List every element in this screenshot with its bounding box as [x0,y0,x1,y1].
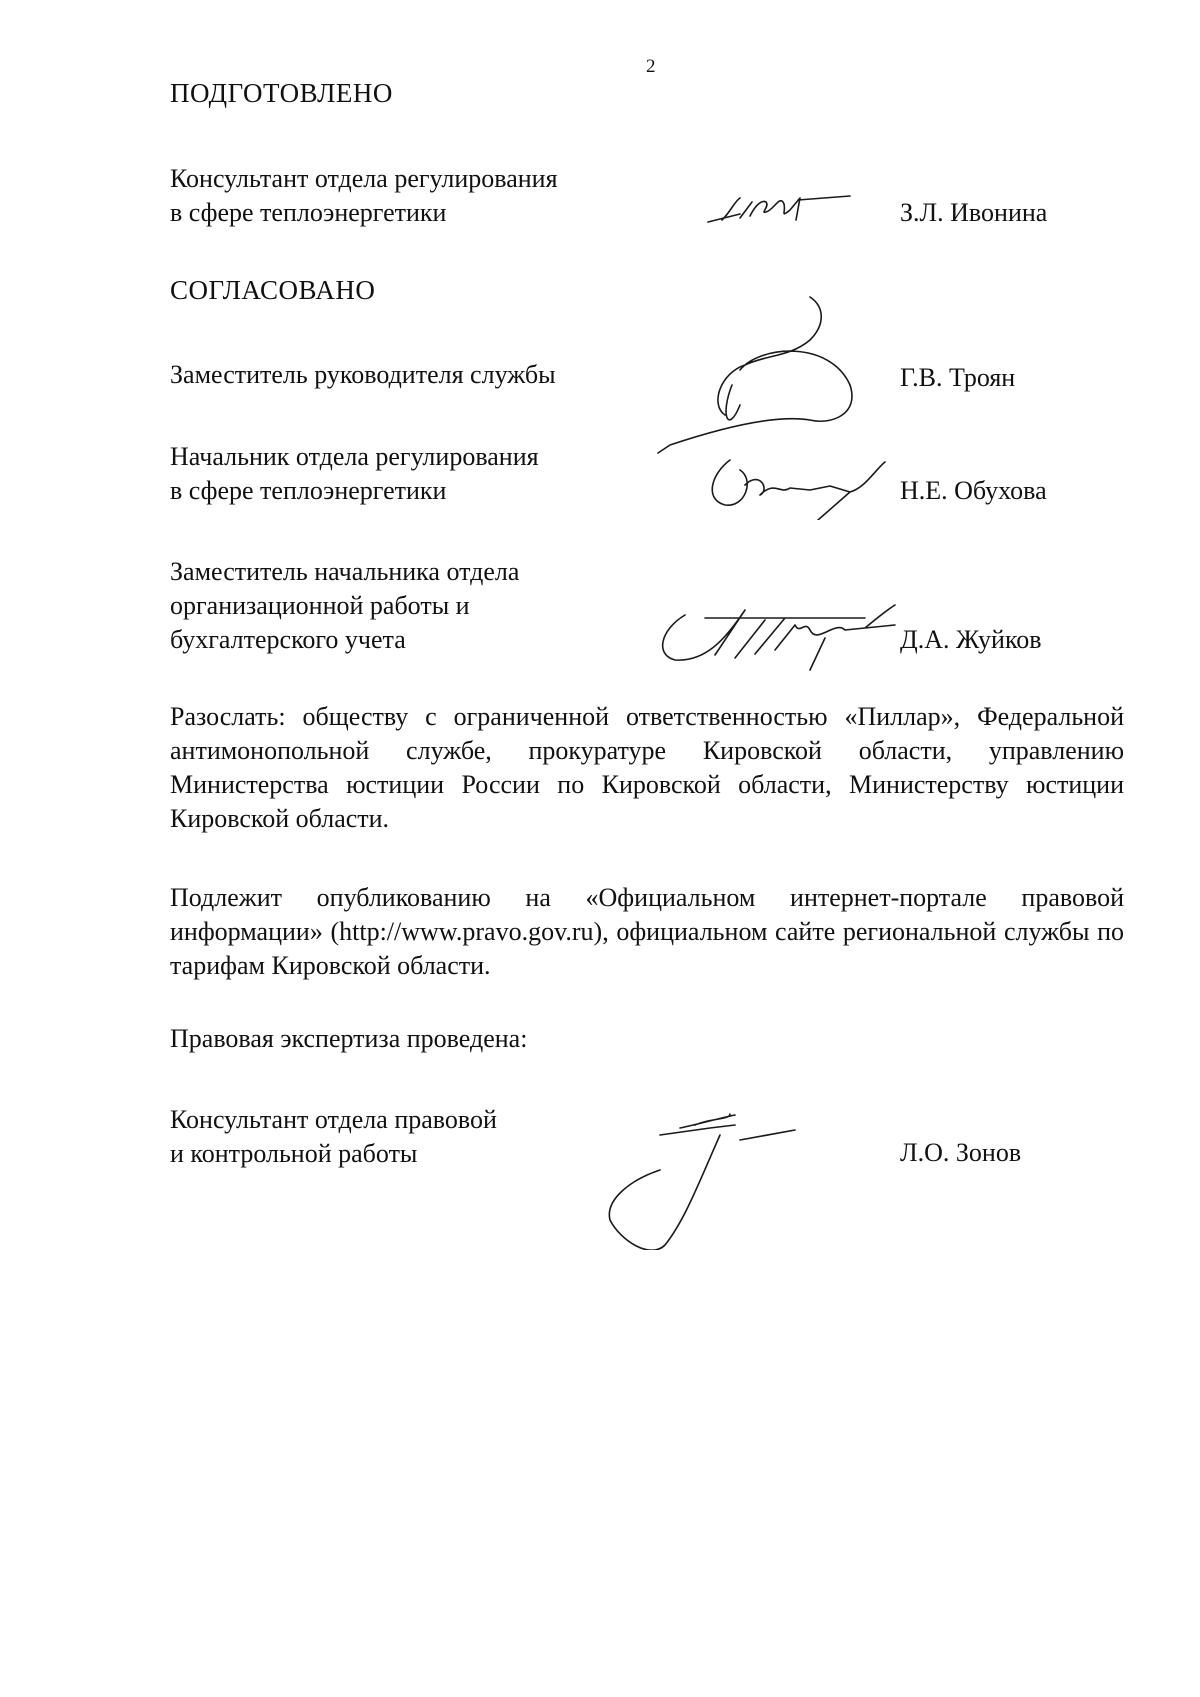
signer-name: Г.В. Троян [900,363,1016,392]
publication-paragraph: Подлежит опубликованию на «Официальном интернет-портале правовой информации» (http://www.pravo.gov.ru), официальном сайте региональной службы по тарифам Кировской области. [170,883,1124,980]
signer-position-line: Заместитель руководителя службы [170,360,556,389]
signer-name: Н.Е. Обухова [900,476,1047,505]
legal-review-name: Л.О. Зонов [900,1138,1022,1167]
signature-obukhova [700,450,890,520]
prepared-position-line: в сфере теплоэнергетики [170,198,447,227]
signer-position-line: бухгалтерского учета [170,625,406,654]
signature-zonov [600,1100,800,1250]
page-number: 2 [646,56,656,77]
signer-position-line: в сфере теплоэнергетики [170,476,447,505]
signature-ivonina [700,180,860,240]
prepared-position [170,162,558,230]
distribution-paragraph: Разослать: обществу с ограниченной ответственностью «Пиллар», Федеральной антимонопольной службе, прокуратуре Кировской области, управлению Министерства юстиции России по Кировской области, Министерству юстиции Кировской области. [170,702,1124,833]
signer-position [170,555,519,657]
legal-review-position-line: Консультант отдела правовой [170,1105,497,1134]
prepared-heading: ПОДГОТОВЛЕНО [170,78,393,108]
signer-position [170,440,539,508]
agreed-heading: СОГЛАСОВАНО [170,275,376,305]
prepared-position-line: Консультант отдела регулирования [170,164,558,193]
signer-position [170,358,556,392]
legal-review-position-line: и контрольной работы [170,1139,418,1168]
legal-review-heading: Правовая экспертиза проведена: [170,1024,528,1053]
legal-review-position [170,1103,497,1171]
signer-name: Д.А. Жуйков [900,625,1042,654]
signature-troyan [650,285,910,475]
prepared-name: З.Л. Ивонина [900,198,1048,227]
signature-zhuykov [645,590,900,680]
signer-position-line: Заместитель начальника отдела [170,557,520,586]
signer-position-line: Начальник отдела регулирования [170,442,539,471]
signer-position-line: организационной работы и [170,591,470,620]
